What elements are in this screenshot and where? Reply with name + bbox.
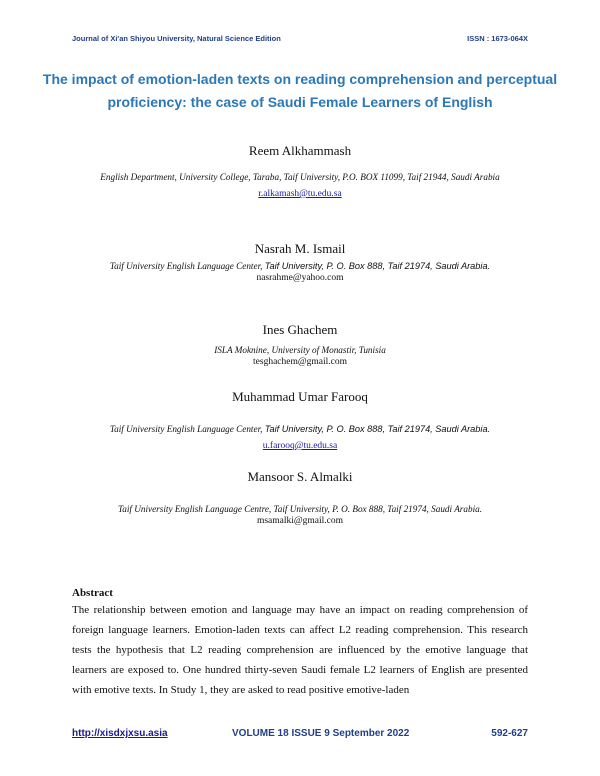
author-name: Nasrah M. Ismail <box>254 241 346 256</box>
author-name: Ines Ghachem <box>262 322 338 337</box>
journal-url-link[interactable]: http://xisdxjxsu.asia <box>72 728 168 739</box>
author-email: msamalki@gmail.com <box>256 516 344 526</box>
author-affiliation: ISLA Moknine, University of Monastir, Tunisia <box>214 345 386 355</box>
author-block-3 <box>0 322 600 369</box>
author-block-4 <box>0 389 600 453</box>
author-email: nasrahme@yahoo.com <box>256 273 344 283</box>
author-affiliation <box>0 423 600 435</box>
author-email: tesghachem@gmail.com <box>253 357 347 367</box>
volume-issue: VOLUME 18 ISSUE 9 September 2022 <box>232 728 410 739</box>
affiliation-center: Taif University English Language Center, <box>109 261 263 271</box>
affiliation-center: Taif University English Language Center, <box>109 424 263 434</box>
paper-title: The impact of emotion-laden texts on reading comprehension and perceptual proficiency: the case of Saudi Female Learners of English <box>42 71 558 110</box>
author-affiliation: Taif University English Language Centre, Taif University, P. O. Box 888, Taif 21974, Saudi Arabia. <box>117 504 483 514</box>
author-name: Reem Alkhammash <box>248 143 352 158</box>
author-block-1 <box>0 143 600 201</box>
affiliation-address: Taif University, P. O. Box 888, Taif 21974, Saudi Arabia. <box>264 424 491 434</box>
abstract-text: The relationship between emotion and language may have an impact on reading comprehension of foreign language learners. Emotion-laden texts can affect L2 reading comprehension. This research tests the hypothesis that L2 reading comprehension are influenced by the emotive language that learners are exposed to. One hundred thirty-seven Saudi female L2 learners of English are presented with emotive texts. In Study 1, they are asked to read positive emotive-laden <box>72 604 528 696</box>
affiliation-address: Taif University, P. O. Box 888, Taif 21974, Saudi Arabia. <box>264 261 491 271</box>
abstract-section <box>72 586 528 700</box>
author-affiliation: English Department, University College, Taraba, Taif University, P.O. BOX 11099, Taif 21944, Saudi Arabia <box>100 172 500 182</box>
author-name: Mansoor S. Almalki <box>247 469 353 484</box>
author-email-link[interactable]: r.alkamash@tu.edu.sa <box>258 189 342 199</box>
author-name: Muhammad Umar Farooq <box>232 389 368 404</box>
author-affiliation <box>0 260 600 272</box>
issn: ISSN : 1673-064X <box>467 34 528 43</box>
journal-name: Journal of Xi'an Shiyou University, Natural Science Edition <box>72 34 281 43</box>
page-range: 592-627 <box>491 728 528 739</box>
author-block-2 <box>0 241 600 285</box>
page-footer <box>72 728 528 742</box>
author-email-link[interactable]: u.farooq@tu.edu.sa <box>262 441 338 451</box>
author-block-5 <box>0 469 600 528</box>
abstract-heading: Abstract <box>72 587 113 599</box>
